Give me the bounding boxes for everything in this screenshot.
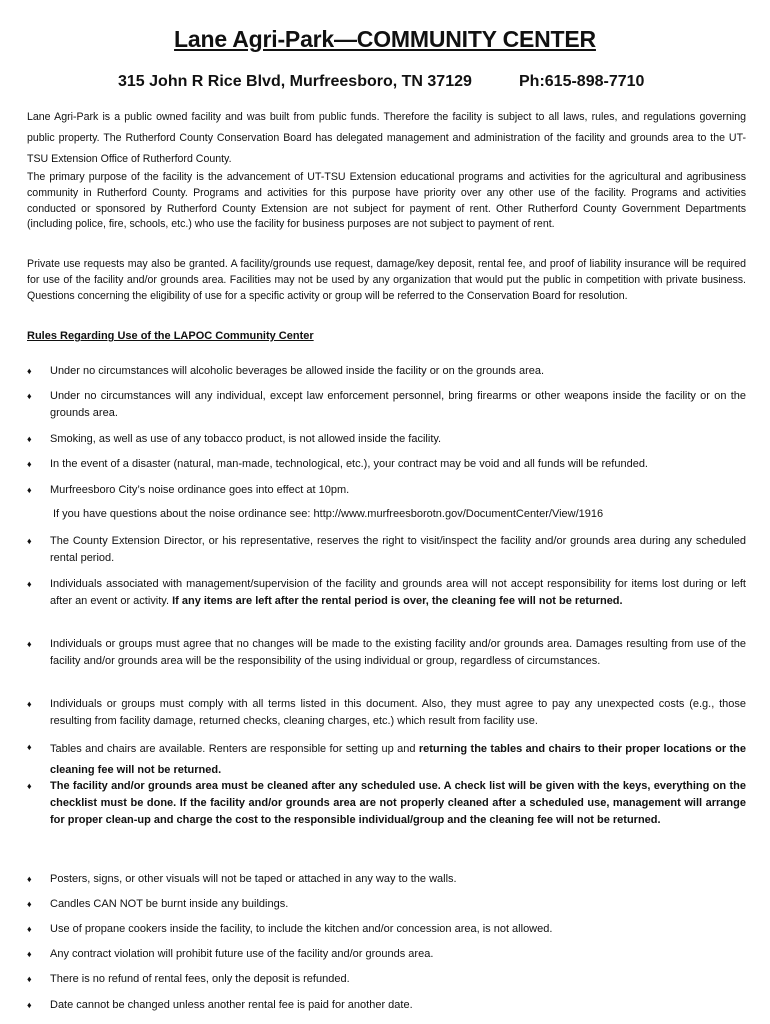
rule-item <box>27 456 746 473</box>
rule-text <box>50 997 746 1014</box>
rule-item <box>27 576 746 610</box>
rule-text-regular: Posters, signs, or other visuals will not be taped or attached in any way to the walls. <box>50 873 457 885</box>
rule-item <box>27 431 746 448</box>
rule-text-regular: Individuals or groups must comply with all terms listed in this document. Also, they must agree to pay any unexpected costs (e.g., those resulting from facility damage, returned checks, cleaning charges, etc.) which result from facility use. <box>50 698 746 727</box>
rule-text-regular: Under no circumstances will alcoholic beverages be allowed inside the facility or on the grounds area. <box>50 365 545 377</box>
rule-text-regular: Under no circumstances will any individual, except law enforcement personnel, bring firearms or other weapons inside the facility or on the grounds area. <box>50 390 746 419</box>
rule-item <box>27 971 746 988</box>
rule-text-regular: The County Extension Director, or his representative, reserves the right to visit/inspect the facility and/or grounds area during any scheduled rental period. <box>50 535 746 564</box>
bullet-diamond-icon: ♦ <box>27 874 32 884</box>
bullet-diamond-icon: ♦ <box>27 974 32 984</box>
rule-text <box>50 576 746 610</box>
intro-paragraph-ownership: Lane Agri-Park is a public owned facility and was built from public funds. Therefore the facility is subject to all laws, rules, and regulations governing public property. The Rutherford County Conservation Board has delegated management and administration of the facility and grounds area to the UT-TSU Extension Office of Rutherford County. <box>27 111 746 165</box>
rule-item <box>27 946 746 963</box>
rule-text-regular: There is no refund of rental fees, only the deposit is refunded. <box>50 973 350 985</box>
rule-text <box>50 921 746 938</box>
rule-item <box>27 363 746 380</box>
rule-text-regular: Individuals associated with management/supervision of the facility and grounds area will not accept responsibility for items lost during or left after an event or activity. <box>50 578 746 607</box>
bullet-diamond-icon: ♦ <box>27 366 32 376</box>
rule-item <box>27 696 746 730</box>
rule-text-emphasis: The facility and/or grounds area must be cleaned after any scheduled use. A check list will be given with the keys, everything on the checklist must be done. If the facility and/or grounds area are not properly cleaned after a scheduled use, management will arrange for proper clean-up and charge the cost to the responsible individual/group and the cleaning fee will not be returned. <box>50 780 746 826</box>
bullet-diamond-icon: ♦ <box>27 1000 32 1010</box>
bullet-diamond-icon: ♦ <box>27 459 32 469</box>
bullet-diamond-icon: ♦ <box>27 485 32 495</box>
rule-text <box>50 533 746 567</box>
bullet-diamond-icon: ♦ <box>27 579 32 589</box>
rule-text-emphasis: returning the tables and chairs to their proper locations or the cleaning fee will not be returned. <box>50 743 747 776</box>
rule-text-emphasis: If any items are left after the rental period is over, the cleaning fee will not be returned. <box>172 595 623 607</box>
bullet-diamond-icon: ♦ <box>27 699 32 709</box>
bullet-diamond-icon: ♦ <box>27 949 32 959</box>
bullet-diamond-icon: ♦ <box>27 742 32 752</box>
rules-heading: Rules Regarding Use of the LAPOC Community Center <box>27 330 314 342</box>
rule-text <box>50 431 746 448</box>
rule-item <box>27 482 746 499</box>
rule-text <box>50 946 746 963</box>
rule-text <box>50 871 746 888</box>
rule-text <box>50 739 746 781</box>
rule-text-regular: In the event of a disaster (natural, man-made, technological, etc.), your contract may be void and all funds will be refunded. <box>50 458 648 470</box>
noise-ordinance-note: If you have questions about the noise ordinance see: http://www.murfreesborotn.gov/DocumentCenter/View/1916 <box>53 508 604 520</box>
rule-item <box>27 997 746 1014</box>
rule-item <box>27 533 746 567</box>
rule-text <box>50 636 746 670</box>
rule-item <box>27 388 746 422</box>
address: 315 John R Rice Blvd, Murfreesboro, TN 37129 <box>118 73 472 90</box>
rule-text <box>50 482 746 499</box>
rule-item <box>27 871 746 888</box>
rule-text-regular: Use of propane cookers inside the facility, to include the kitchen and/or concession area, is not allowed. <box>50 923 553 935</box>
bullet-diamond-icon: ♦ <box>27 639 32 649</box>
rule-text <box>50 363 746 380</box>
bullet-diamond-icon: ♦ <box>27 781 32 791</box>
rule-text <box>50 388 746 422</box>
rule-item <box>27 896 746 913</box>
rule-text <box>50 971 746 988</box>
bullet-diamond-icon: ♦ <box>27 536 32 546</box>
bullet-diamond-icon: ♦ <box>27 434 32 444</box>
bullet-diamond-icon: ♦ <box>27 391 32 401</box>
page-title: Lane Agri-Park—COMMUNITY CENTER <box>174 26 596 52</box>
intro-paragraph-private-use: Private use requests may also be granted. A facility/grounds use request, damage/key deposit, rental fee, and proof of liability insurance will be required for use of the facility and/or grounds area. Facilities may not be used by any organization that would put the public in competition with private business. Questions concerning the eligibility of use for a specific activity or group will be referred to the Conservation Board for resolution. <box>27 258 746 302</box>
rule-text-regular: Murfreesboro City’s noise ordinance goes into effect at 10pm. <box>50 484 350 496</box>
rule-text <box>50 778 746 829</box>
bullet-diamond-icon: ♦ <box>27 899 32 909</box>
rule-text-regular: Candles CAN NOT be burnt inside any buildings. <box>50 898 289 910</box>
rule-item <box>27 921 746 938</box>
rule-item <box>27 778 746 829</box>
rule-text <box>50 696 746 730</box>
rule-text-regular: Smoking, as well as use of any tobacco product, is not allowed inside the facility. <box>50 433 442 445</box>
bullet-diamond-icon: ♦ <box>27 924 32 934</box>
rule-text-regular: Any contract violation will prohibit future use of the facility and/or grounds area. <box>50 948 434 960</box>
rule-text-regular: Tables and chairs are available. Renters are responsible for setting up and <box>50 743 419 755</box>
rule-item <box>27 636 746 670</box>
rule-item <box>27 739 746 781</box>
rule-text-regular: Individuals or groups must agree that no changes will be made to the existing facility and/or grounds area. Damages resulting from use of the facility and/or grounds area will be the responsibility of the using individual or group, regardless of circumstances. <box>50 638 746 667</box>
rule-text <box>50 896 746 913</box>
rule-text-regular: Date cannot be changed unless another rental fee is paid for another date. <box>50 999 413 1011</box>
intro-paragraph-purpose: The primary purpose of the facility is the advancement of UT-TSU Extension educational programs and activities for the agricultural and agribusiness community in Rutherford County. Programs and activities for this purpose have priority over any other use of the facility. Programs and activities conducted or sponsored by Rutherford County Extension are not subject for payment of rent. Other Rutherford County Government Departments (including police, fire, schools, etc.) who use the facility for business purposes are not subject to payment of rent. <box>27 171 746 231</box>
rule-text <box>50 456 746 473</box>
phone-number: Ph:615-898-7710 <box>519 73 645 90</box>
